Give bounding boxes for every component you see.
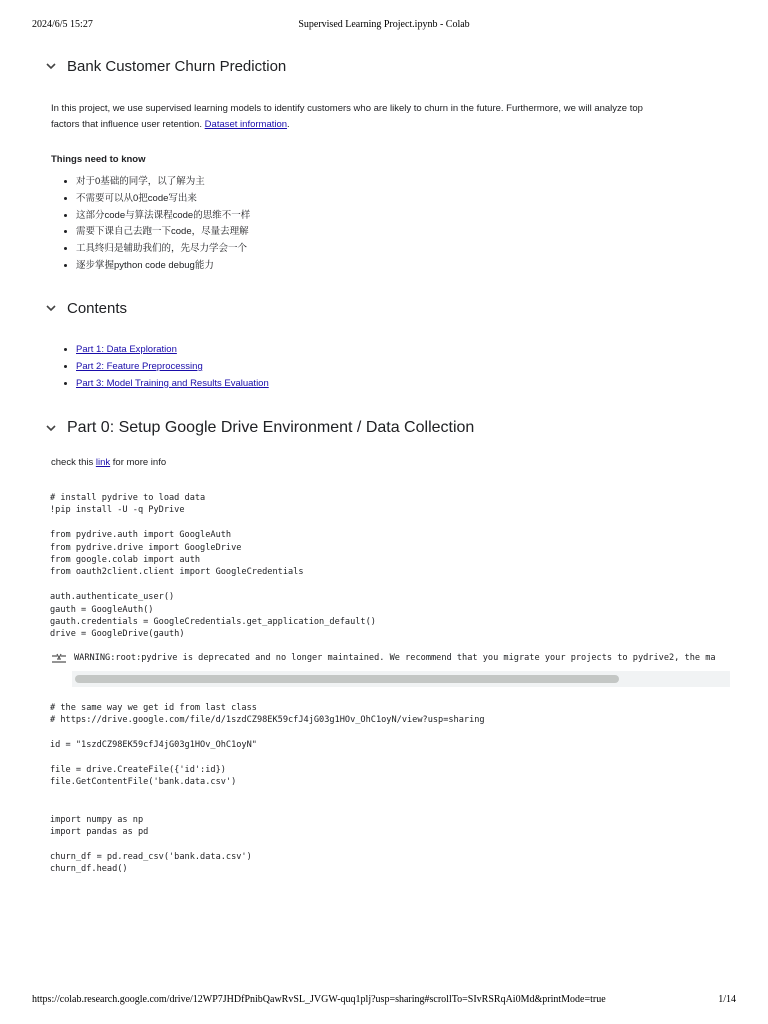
chevron-down-icon[interactable]	[44, 301, 58, 315]
section-heading-part0[interactable]	[44, 417, 474, 439]
section-title: Part 0: Setup Google Drive Environment / Data Collection	[67, 419, 475, 436]
output-warning-text: WARNING:root:pydrive is deprecated and no longer maintained. We recommend that you migrate your projects to pydrive2, the ma	[74, 653, 716, 663]
things-list	[51, 174, 250, 275]
section-title: Contents	[67, 299, 128, 317]
code-cell-2[interactable]: # the same way we get id from last class # https://drive.google.com/file/d/1szdCZ98EK59cfJ4jG03g1HOv_OhC1oyN/view?usp=sharing id = "1szdCZ98EK59cfJ4jG03g1HOv_OhC1oyN" file = drive.CreateFile({'id':id}) file.GetContentFile('bank.data.csv') import numpy as np import pandas as pd churn_df = pd.read_csv('bank.data.csv') churn_df.head()	[50, 703, 485, 875]
output-collapse-icon[interactable]	[51, 652, 67, 664]
contents-link-part1[interactable]: Part 1: Data Exploration	[76, 344, 177, 355]
code-cell-1[interactable]: # install pydrive to load data !pip install -U -q PyDrive from pydrive.auth import GoogleAuth from pydrive.drive import GoogleDrive from google.colab import auth from oauth2client.client import GoogleCredentials auth.authenticate_user() gauth = GoogleAuth() gauth.credentials = GoogleCredentials.get_application_default() drive = GoogleDrive(gauth)	[50, 493, 376, 640]
list-item: • 对于0基础的同学，以了解为主	[76, 174, 250, 191]
intro-period: .	[287, 119, 290, 130]
intro-line-2	[51, 117, 731, 133]
output-scrollbar[interactable]	[72, 671, 730, 687]
page-number: 1/14	[718, 994, 736, 1005]
intro-line-2-text: factors that influence user retention.	[51, 119, 203, 130]
section-heading-contents[interactable]	[44, 297, 127, 319]
list-item: • 工具终归是辅助我们的，先尽力学会一个	[76, 241, 250, 258]
print-title: Supervised Learning Project.ipynb - Colab	[298, 19, 470, 30]
chevron-down-icon[interactable]	[44, 59, 58, 73]
list-item: • 不需要可以从0把code写出来	[76, 191, 250, 208]
list-item: • 需要下课自己去跑一下code，尽量去理解	[76, 224, 250, 241]
code-cell-1-output	[51, 650, 730, 666]
list-item	[76, 359, 269, 376]
chevron-down-icon[interactable]	[44, 421, 58, 435]
output-scrollbar-thumb[interactable]	[75, 675, 619, 683]
contents-list	[51, 342, 269, 392]
print-date: 2024/6/5 15:27	[32, 19, 93, 30]
contents-link-part2[interactable]: Part 2: Feature Preprocessing	[76, 360, 203, 372]
section-heading-churn[interactable]	[44, 55, 286, 77]
contents-link-part3[interactable]: Part 3: Model Training and Results Evaluation	[76, 377, 269, 389]
intro-paragraph	[51, 101, 731, 133]
print-header	[0, 0, 768, 28]
list-item: • 逐步掌握python code debug能力	[76, 258, 250, 275]
print-footer	[0, 992, 768, 1012]
list-item	[76, 376, 269, 393]
section-title: Bank Customer Churn Prediction	[67, 57, 287, 75]
check-link-line	[51, 455, 166, 471]
print-url: https://colab.research.google.com/drive/12WP7JHDfPnibQawRvSL_JVGW-quq1plj?usp=sharing#scrollTo=SIvRSRqAi0Md&printMode=true	[32, 994, 606, 1005]
dataset-information-link[interactable]: Dataset information	[204, 119, 288, 130]
things-heading: Things need to know	[51, 154, 146, 165]
intro-line-1: In this project, we use supervised learning models to identify customers who are likely to churn in the future. Furthermore, we will analyze top	[51, 103, 643, 114]
check-prefix: check this	[51, 457, 94, 468]
list-item	[76, 342, 269, 359]
check-suffix: for more info	[112, 457, 167, 468]
more-info-link[interactable]: link	[95, 457, 111, 468]
list-item: • 这部分code与算法课程code的思维不一样	[76, 208, 250, 225]
